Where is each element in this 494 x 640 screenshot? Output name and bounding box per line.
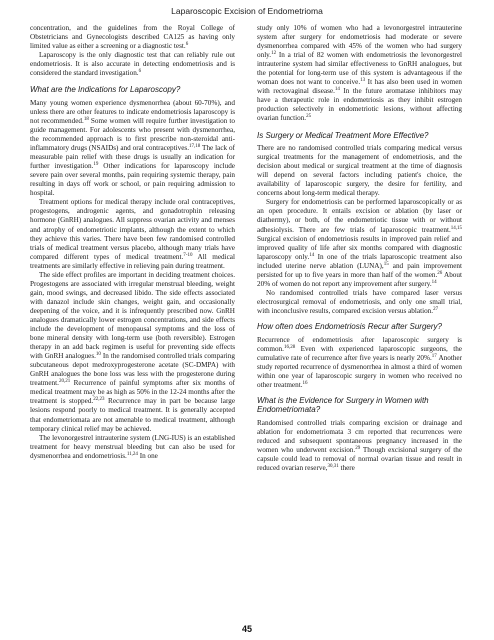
section-heading: What is the Evidence for Surgery in Women with Endometriomata? [257, 395, 429, 415]
paragraph: Randomised controlled trials comparing excision or drainage and ablation for endometriomata 3 cm reported that recurrences were reduced and subsequent spontaneous pregnancy increased in the women who underwent excision.$^{29}$ Though excisional surgery of the capsule could lead to removal of normal ovarian tissue and result in reduced ovarian reserve,$^{30,31}$ there [257, 419, 463, 473]
paragraph: study only 10% of women who had a levonorgestrel intrauterine system after surgery for endometriosis had moderate or severe dysmenorrhea compared with 45% of the women who had surgery only.$^{12}$ In a trial of 82 women with endometriosis the levonorgestrel intrauterine system had similar effectiveness to GnRH analogues, but the potential for long-term use of this system is advantageous if the woman does not want to conceive.$^{13}$ It has also been used in women with rectovaginal disease.$^{14}$ In the future aromatase inhibitors may have a therapeutic role in endometriosis as they inhibit estrogen production selectively in endometriotic lesions, without affecting ovarian function.$^{25}$ [257, 24, 462, 123]
left-column [30, 24, 235, 461]
paragraph: The side effect profiles are important in deciding treatment choices. Progestogens are associated with irregular menstrual bleeding, weight gain, mood swings, and decreased libido. The side effects associated with danazol include skin changes, weight gain, and occasionally deepening of the voice, and it is infrequently prescribed now. GnRH analogues dramatically lower estrogen concentrations, and side effects include the development of menopausal symptoms and the loss of bone mineral density with long-term use (both reversible). Estrogen therapy in an add back regimen is useful for preventing side effects with GnRH analogues.$^{10}$ In the randomised controlled trials comparing subcutaneous depot medroxyprogesterone acetate (SC-DMPA) with GnRH analogues the bone loss was less with the progesterone during treatment.$^{20,21}$ Recurrence of painful symptoms after six months of medical treatment may be as high as 50% in the 12-24 months after the treatment is stopped.$^{22,23}$ Recurrence may in part be because large lesions respond poorly to medical treatment. It is generally accepted that endometriomata are not amenable to medical treatment, although temporary clinical relief may be achieved. [30, 270, 236, 433]
paragraph: The levonorgestrel intrauterine system (LNG-IUS) is an established treatment for heavy menstrual bleeding but can also be used for dysmenorrhea and endometriosis.$^{11,24}$ In one [30, 433, 235, 460]
paragraph: Treatment options for medical therapy include oral contraceptives, progestogens, androgenic agents, and gonadotrophin releasing hormone (GnRH) analogues. All suppress ovarian activity and menses and atrophy of endometriotic implants, although the extent to which they achieve this varies. There have been few randomised controlled trials of medical treatment versus placebo, although many trials have compared different types of medical treatment.$^{7-10}$ All medical treatments are similarly effective in relieving pain during treatment. [30, 198, 235, 270]
section-heading: How often does Endometriosis Recur after Surgery? [257, 322, 442, 331]
page-number: 45 [241, 624, 252, 634]
paragraph: No randomised controlled trials have compared laser versus electrosurgical removal of endometriosis, and only one small trial, with inconclusive results, compared excision versus ablation.$^{27}$ [257, 288, 462, 315]
paragraph: There are no randomised controlled trials comparing medical versus surgical treatments for the management of endometriosis, and the decision about medical or surgical treatment at the time of diagnosis will depend on several factors including patient's choice, the availability of laparoscopic surgery, the desire for fertility, and concerns about long-term medical therapy. [257, 144, 462, 198]
paragraph: Surgery for endometriosis can be performed laparoscopically or as an open procedure. It entails excision or ablation (by laser or diathermy), or both, of the endometriotic tissue with or without adhesiolysis. There are few trials of laparoscopic treatment.$^{14,15}$ Surgical excision of endometriosis results in improved pain relief and improved quality of life after six months compared with diagnostic laparoscopy only.$^{14}$ In one of the trials laparoscopic treatment also included uterine nerve ablation (LUNA),$^{15}$ and pain improvement persisted for up to five years in more than half of the women.$^{26}$ About 20% of women do not report any improvement after surgery.$^{14}$ [257, 198, 462, 288]
section-heading: Is Surgery or Medical Treatment More Effective? [257, 130, 429, 140]
running-head: Laparoscopic Excision of Endometrioma [171, 6, 323, 16]
right-column [257, 24, 462, 473]
paragraph: concentration, and the guidelines from the Royal College of Obstetricians and Gynecologists described CA125 as having only limited value as either a screening or a diagnostic test.$^6$ [30, 24, 235, 51]
paragraph: Many young women experience dysmenorrhea (about 60-70%), and unless there are other features to indicate endometriosis laparoscopy is not recommended.$^{18}$ Some women will require further investigation to guide management. For adolescents who present with dysmenorrhea, the recommended approach is to first prescribe non-steroidal anti-inflammatory drugs (NSAIDs) and oral contraceptives.$^{17,18}$ The lack of measurable pain relief with these drugs is usually an indication for further investigation.$^{19}$ Other indications for laparoscopy include severe pain over several months, pain requiring systemic therapy, pain resulting in days off work or school, or pain requiring admission to hospital. [30, 98, 235, 198]
paragraph: Laparoscopy is the only diagnostic test that can reliably rule out endometriosis. It is also accurate in detecting endometriosis and is considered the standard investigation.$^6$ [30, 51, 235, 78]
paragraph: Recurrence of endometriosis after laparoscopic surgery is common.$^{16,28}$ Even with experienced laparoscopic surgeons, the cumulative rate of recurrence after five years is nearly 20%.$^{17}$ Another study reported recurrence of dysmenorrhea in almost a third of women within one year of laparoscopic surgery in women who received no other treatment.$^{16}$ [257, 335, 462, 389]
section-heading: What are the Indications for Laparoscopy? [30, 85, 181, 95]
